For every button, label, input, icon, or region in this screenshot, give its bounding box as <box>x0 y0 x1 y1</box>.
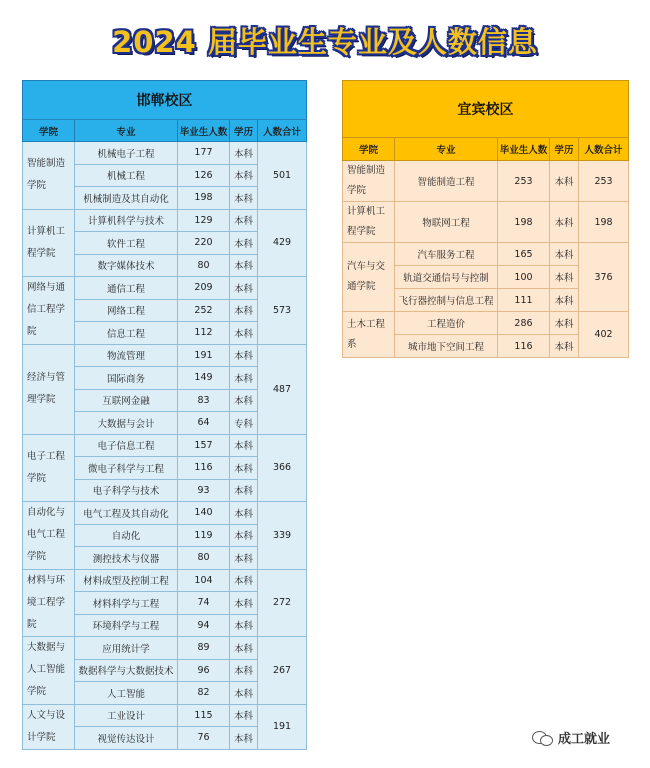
header-total: 人数合计 <box>258 120 307 142</box>
major-cell: 智能制造工程 <box>395 161 498 202</box>
table-row <box>343 202 629 243</box>
major-cell: 材料科学与工程 <box>75 592 178 615</box>
major-cell: 环境科学与工程 <box>75 614 178 637</box>
degree-cell: 本科 <box>230 254 258 277</box>
degree-cell: 本科 <box>230 682 258 705</box>
graduates-cell: 165 <box>498 243 550 266</box>
graduates-cell: 116 <box>498 335 550 358</box>
table-row <box>343 312 629 335</box>
graduates-cell: 252 <box>178 299 230 322</box>
graduates-cell: 209 <box>178 277 230 300</box>
header-graduates: 毕业生人数 <box>498 138 550 161</box>
graduates-cell: 80 <box>178 547 230 570</box>
major-cell: 互联网金融 <box>75 389 178 412</box>
degree-cell: 本科 <box>550 243 579 266</box>
major-cell: 飞行器控制与信息工程 <box>395 289 498 312</box>
degree-cell: 本科 <box>230 569 258 592</box>
degree-cell: 本科 <box>230 344 258 367</box>
table-row <box>23 569 307 592</box>
table-row <box>23 502 307 525</box>
graduates-cell: 198 <box>498 202 550 243</box>
graduates-cell: 126 <box>178 164 230 187</box>
college-cell: 大数据与人工智能学院 <box>23 637 75 705</box>
graduates-cell: 116 <box>178 457 230 480</box>
wechat-watermark <box>532 728 610 747</box>
table-row <box>23 434 307 457</box>
college-cell: 计算机工程学院 <box>343 202 395 243</box>
major-cell: 国际商务 <box>75 367 178 390</box>
major-cell: 机械制造及其自动化 <box>75 187 178 210</box>
graduates-cell: 96 <box>178 659 230 682</box>
graduates-cell: 191 <box>178 344 230 367</box>
page-title: 2024 届毕业生专业及人数信息 <box>112 25 538 59</box>
degree-cell: 本科 <box>550 202 579 243</box>
yibin-campus-title: 宜宾校区 <box>343 81 629 138</box>
college-cell: 计算机工程学院 <box>23 209 75 277</box>
total-cell: 272 <box>258 569 307 637</box>
degree-cell: 本科 <box>550 312 579 335</box>
total-cell: 339 <box>258 502 307 570</box>
graduates-cell: 74 <box>178 592 230 615</box>
college-cell: 自动化与电气工程学院 <box>23 502 75 570</box>
degree-cell: 本科 <box>230 704 258 727</box>
total-cell: 267 <box>258 637 307 705</box>
degree-cell: 本科 <box>230 322 258 345</box>
table-row <box>23 277 307 300</box>
college-cell: 智能制造学院 <box>23 142 75 210</box>
degree-cell: 本科 <box>230 659 258 682</box>
degree-cell: 本科 <box>230 164 258 187</box>
degree-cell: 本科 <box>230 479 258 502</box>
header-total: 人数合计 <box>579 138 629 161</box>
graduates-cell: 80 <box>178 254 230 277</box>
handan-campus-table <box>22 80 307 750</box>
degree-cell: 本科 <box>230 389 258 412</box>
major-cell: 通信工程 <box>75 277 178 300</box>
total-cell: 366 <box>258 434 307 502</box>
major-cell: 物联网工程 <box>395 202 498 243</box>
graduates-cell: 93 <box>178 479 230 502</box>
degree-cell: 专科 <box>230 412 258 435</box>
major-cell: 电气工程及其自动化 <box>75 502 178 525</box>
graduates-cell: 89 <box>178 637 230 660</box>
total-cell: 402 <box>579 312 629 358</box>
major-cell: 自动化 <box>75 524 178 547</box>
degree-cell: 本科 <box>230 187 258 210</box>
college-cell: 土木工程系 <box>343 312 395 358</box>
major-cell: 软件工程 <box>75 232 178 255</box>
graduates-cell: 104 <box>178 569 230 592</box>
major-cell: 城市地下空间工程 <box>395 335 498 358</box>
major-cell: 微电子科学与工程 <box>75 457 178 480</box>
major-cell: 大数据与会计 <box>75 412 178 435</box>
degree-cell: 本科 <box>550 335 579 358</box>
wechat-icon <box>532 730 554 746</box>
total-cell: 501 <box>258 142 307 210</box>
major-cell: 人工智能 <box>75 682 178 705</box>
graduates-cell: 115 <box>178 704 230 727</box>
total-cell: 573 <box>258 277 307 345</box>
total-cell: 191 <box>258 704 307 749</box>
graduates-cell: 119 <box>178 524 230 547</box>
total-cell: 253 <box>579 161 629 202</box>
degree-cell: 本科 <box>230 232 258 255</box>
graduates-cell: 220 <box>178 232 230 255</box>
header-degree: 学历 <box>230 120 258 142</box>
handan-campus-title: 邯郸校区 <box>23 81 307 120</box>
degree-cell: 本科 <box>230 727 258 750</box>
header-degree: 学历 <box>550 138 579 161</box>
graduates-cell: 112 <box>178 322 230 345</box>
header-major: 专业 <box>395 138 498 161</box>
watermark-text: 成工就业 <box>558 732 611 747</box>
major-cell: 数据科学与大数据技术 <box>75 659 178 682</box>
major-cell: 机械电子工程 <box>75 142 178 165</box>
major-cell: 机械工程 <box>75 164 178 187</box>
degree-cell: 本科 <box>230 614 258 637</box>
major-cell: 数字媒体技术 <box>75 254 178 277</box>
graduates-cell: 149 <box>178 367 230 390</box>
degree-cell: 本科 <box>230 524 258 547</box>
major-cell: 计算机科学与技术 <box>75 209 178 232</box>
major-cell: 应用统计学 <box>75 637 178 660</box>
graduates-cell: 76 <box>178 727 230 750</box>
header-graduates: 毕业生人数 <box>178 120 230 142</box>
major-cell: 电子科学与技术 <box>75 479 178 502</box>
major-cell: 工业设计 <box>75 704 178 727</box>
header-major: 专业 <box>75 120 178 142</box>
table-row <box>23 142 307 165</box>
college-cell: 经济与管理学院 <box>23 344 75 434</box>
college-cell: 材料与环境工程学院 <box>23 569 75 637</box>
college-cell: 智能制造学院 <box>343 161 395 202</box>
graduates-cell: 198 <box>178 187 230 210</box>
graduates-cell: 286 <box>498 312 550 335</box>
major-cell: 视觉传达设计 <box>75 727 178 750</box>
degree-cell: 本科 <box>550 289 579 312</box>
major-cell: 材料成型及控制工程 <box>75 569 178 592</box>
graduates-cell: 64 <box>178 412 230 435</box>
degree-cell: 本科 <box>550 266 579 289</box>
degree-cell: 本科 <box>230 299 258 322</box>
header-college: 学院 <box>23 120 75 142</box>
degree-cell: 本科 <box>230 592 258 615</box>
graduates-cell: 157 <box>178 434 230 457</box>
table-row <box>23 704 307 727</box>
major-cell: 测控技术与仪器 <box>75 547 178 570</box>
total-cell: 376 <box>579 243 629 312</box>
degree-cell: 本科 <box>230 502 258 525</box>
degree-cell: 本科 <box>550 161 579 202</box>
yibin-campus-table <box>342 80 629 358</box>
degree-cell: 本科 <box>230 142 258 165</box>
graduates-cell: 82 <box>178 682 230 705</box>
major-cell: 信息工程 <box>75 322 178 345</box>
table-row <box>23 344 307 367</box>
major-cell: 网络工程 <box>75 299 178 322</box>
college-cell: 汽车与交通学院 <box>343 243 395 312</box>
table-row <box>23 637 307 660</box>
major-cell: 物流管理 <box>75 344 178 367</box>
graduates-cell: 111 <box>498 289 550 312</box>
table-row <box>343 243 629 266</box>
major-cell: 电子信息工程 <box>75 434 178 457</box>
college-cell: 网络与通信工程学院 <box>23 277 75 345</box>
graduates-cell: 83 <box>178 389 230 412</box>
graduates-cell: 140 <box>178 502 230 525</box>
graduates-cell: 253 <box>498 161 550 202</box>
college-cell: 人文与设计学院 <box>23 704 75 749</box>
degree-cell: 本科 <box>230 434 258 457</box>
total-cell: 429 <box>258 209 307 277</box>
graduates-cell: 100 <box>498 266 550 289</box>
major-cell: 工程造价 <box>395 312 498 335</box>
degree-cell: 本科 <box>230 457 258 480</box>
graduates-cell: 177 <box>178 142 230 165</box>
major-cell: 汽车服务工程 <box>395 243 498 266</box>
total-cell: 198 <box>579 202 629 243</box>
graduates-cell: 94 <box>178 614 230 637</box>
table-row <box>343 161 629 202</box>
header-college: 学院 <box>343 138 395 161</box>
college-cell: 电子工程学院 <box>23 434 75 502</box>
table-row <box>23 209 307 232</box>
degree-cell: 本科 <box>230 637 258 660</box>
graduates-cell: 129 <box>178 209 230 232</box>
degree-cell: 本科 <box>230 367 258 390</box>
degree-cell: 本科 <box>230 277 258 300</box>
degree-cell: 本科 <box>230 547 258 570</box>
major-cell: 轨道交通信号与控制 <box>395 266 498 289</box>
degree-cell: 本科 <box>230 209 258 232</box>
total-cell: 487 <box>258 344 307 434</box>
